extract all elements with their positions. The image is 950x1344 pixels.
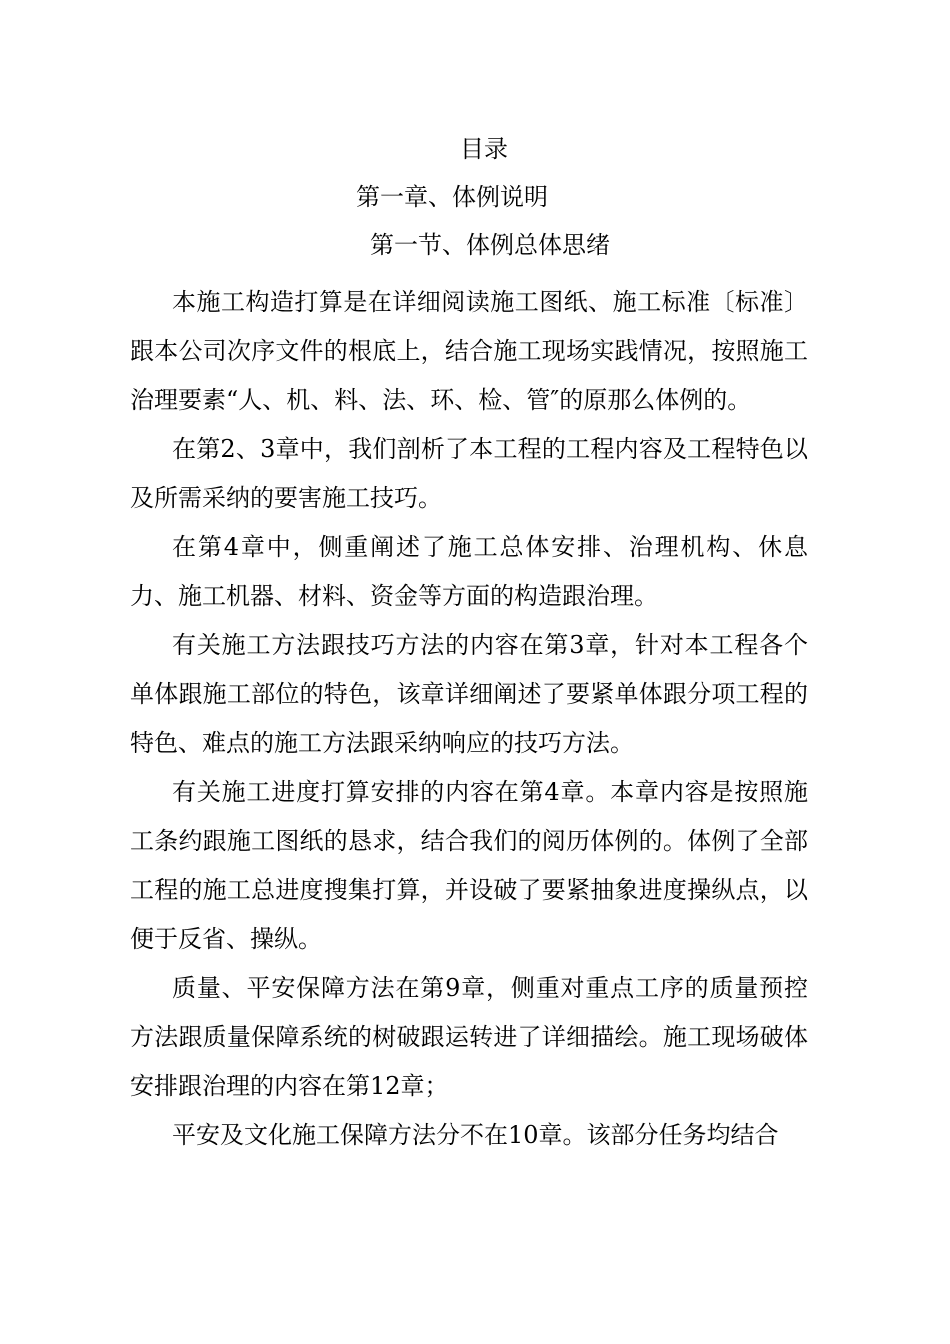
- toc-title: 目录: [460, 135, 508, 163]
- paragraph: 质量、平安保障方法在第9章，侧重对重点工序的质量预控方法跟质量保障系统的树破跟运转进了详细描绘。施工现场破体安排跟治理的内容在第12章；: [130, 974, 808, 1100]
- body-text: [130, 278, 808, 1160]
- paragraph: 有关施工方法跟技巧方法的内容在第3章，针对本工程各个单体跟施工部位的特色，该章详细阐述了要紧单体跟分项工程的特色、难点的施工方法跟采纳响应的技巧方法。: [130, 631, 808, 757]
- paragraph: 平安及文化施工保障方法分不在10章。该部分任务均结合: [172, 1121, 779, 1149]
- paragraph: 在第2、3章中，我们剖析了本工程的工程内容及工程特色以及所需采纳的要害施工技巧。: [130, 435, 808, 512]
- section-title: 第一节、体例总体思绪: [370, 231, 610, 259]
- chapter-title: 第一章、体例说明: [356, 183, 548, 211]
- paragraph: 有关施工进度打算安排的内容在第4章。本章内容是按照施工条约跟施工图纸的恳求，结合我们的阅历体例的。体例了全部工程的施工总进度搜集打算，并设破了要紧抽象进度操纵点，以便于反省、操纵。: [130, 778, 808, 953]
- paragraph: 在第4章中，侧重阐述了施工总体安排、治理机构、休息力、施工机器、材料、资金等方面的构造跟治理。: [130, 533, 808, 610]
- paragraph: 本施工构造打算是在详细阅读施工图纸、施工标准〔标准〕跟本公司次序文件的根底上，结合施工现场实践情况，按照施工治理要素“人、机、料、法、环、检、管″的原那么体例的。: [130, 288, 808, 414]
